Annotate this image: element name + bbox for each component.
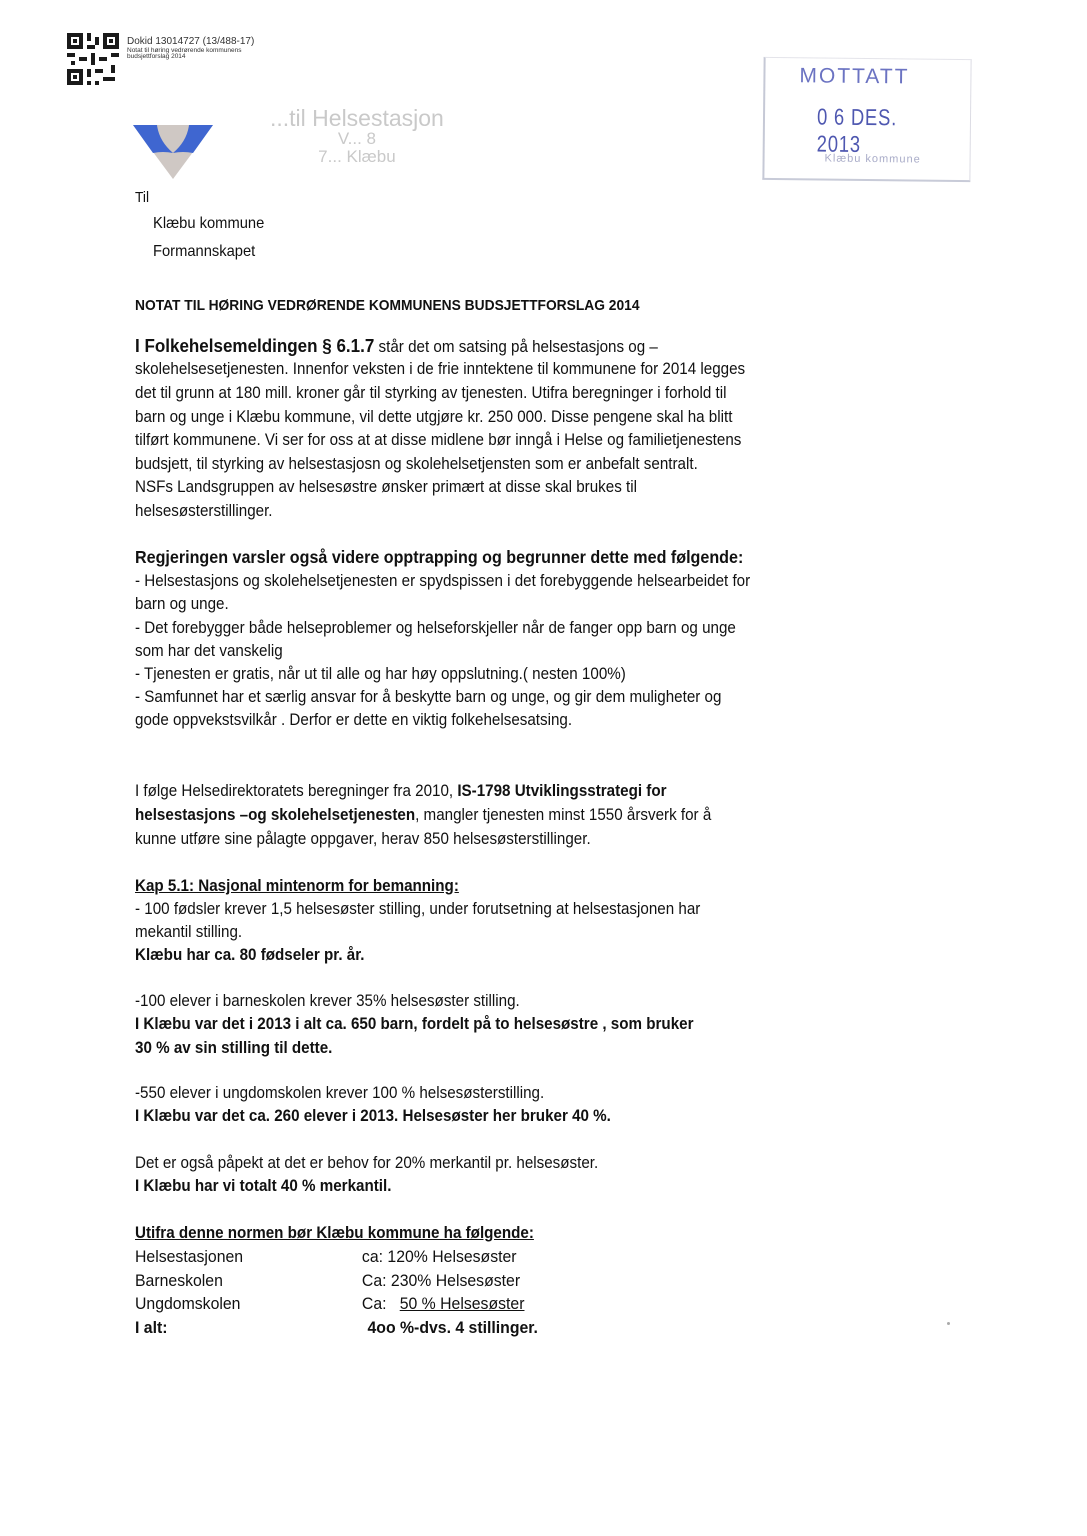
para6-line2: I Klæbu var det ca. 260 elever i 2013. Helsesøster her bruker 40 %. xyxy=(135,1107,611,1125)
scan-speck xyxy=(947,1322,950,1325)
recipient-to-label: Til xyxy=(135,189,150,206)
para7-line2: I Klæbu har vi totalt 40 % merkantil. xyxy=(135,1177,392,1195)
summary-total-value: 4oo %-dvs. 4 stillinger. xyxy=(367,1317,538,1337)
para2-line5: - Tjenesten er gratis, når ut til alle og har høy oppslutning.( nesten 100%) xyxy=(135,665,626,683)
para2-line4: som har det vanskelig xyxy=(135,642,283,660)
para4-line2: mekantil stilling. xyxy=(135,923,243,941)
recipient-line2: Formannskapet xyxy=(153,243,256,260)
para3-l1-bold: IS-1798 Utviklingsstrategi for xyxy=(457,782,667,800)
para4-line3: Klæbu har ca. 80 fødseler pr. år. xyxy=(135,946,365,964)
stamp-label: MOTTATT xyxy=(799,64,910,89)
para1-line4: barn og unge i Klæbu kommune, vil dette utgjøre kr. 250 000. Disse pengene skal ha blitt xyxy=(135,408,733,426)
summary-row-value: 50 % Helsesøster xyxy=(399,1294,525,1313)
para6-line1: -550 elever i ungdomskolen krever 100 % helsesøsterstilling. xyxy=(135,1084,545,1102)
sender-faded-line1: ...til Helsestasjon xyxy=(270,105,444,131)
para4-heading: Kap 5.1: Nasjonal mintenorm for bemanning: xyxy=(135,877,459,895)
doc-id: Dokid 13014727 (13/488-17) xyxy=(127,36,255,47)
para3-line1 xyxy=(135,780,667,804)
para2-heading: Regjeringen varsler også videre opptrapping og begrunner dette med følgende: xyxy=(135,547,744,567)
municipality-logo-icon xyxy=(133,123,213,179)
recipient-line1: Klæbu kommune xyxy=(153,215,265,232)
para3-line2 xyxy=(135,804,711,828)
summary-total-label: I alt: xyxy=(135,1317,168,1337)
para5-line2: I Klæbu var det i 2013 i alt ca. 650 barn, fordelt på to helsesøstre , som bruker xyxy=(135,1015,694,1033)
summary-row-value: ca: 120% Helsesøster xyxy=(361,1247,517,1266)
doc-subject-line1: Notat til høring vedrørende kommunens xyxy=(127,46,242,54)
summary-row-value-prefix: Ca: xyxy=(361,1294,400,1313)
summary-row-value: Ca: 230% Helsesøster xyxy=(361,1270,521,1290)
summary-row-value-wrap xyxy=(362,1292,525,1316)
para1-line7: NSFs Landsgruppen av helsesøstre ønsker primært at disse skal brukes til xyxy=(135,478,637,496)
summary-row-label: Ungdomskolen xyxy=(135,1294,241,1313)
para1-line5: tilført kommunene. Vi ser for oss at at disse midlene bør inngå i Helse og familietjenestens xyxy=(135,431,742,449)
para3-l2-bold: helsestasjons –og skolehelsetjenesten xyxy=(135,806,416,824)
sender-faded-line3: 7... Klæbu xyxy=(318,146,396,166)
received-stamp xyxy=(762,57,971,182)
para3-l1-pre: I følge Helsedirektoratets beregninger fra 2010, xyxy=(135,782,458,800)
qr-code-icon xyxy=(67,33,119,85)
sender-faded-line2: V... 8 xyxy=(337,129,376,149)
summary-row-label: Barneskolen xyxy=(135,1270,223,1290)
para1-line3: det til grunn at 180 mill. kroner går til styrking av tjenesten. Utifra beregninger i forhold til xyxy=(135,384,727,402)
para5-line3: 30 % av sin stilling til dette. xyxy=(135,1039,333,1057)
para1-line1 xyxy=(135,334,658,360)
document-id-label xyxy=(127,37,254,61)
stamp-org: Klæbu kommune xyxy=(824,152,921,166)
para1-line8: helsesøsterstillinger. xyxy=(135,502,273,520)
para2-line3: - Det forebygger både helseproblemer og helseforskjeller når de fanger opp barn og unge xyxy=(135,619,736,637)
para2-line2: barn og unge. xyxy=(135,595,229,613)
para1-line6: budsjett, til styrking av helsestasjosn og skolehelsetjensten som er anbefalt sentralt. xyxy=(135,455,698,473)
summary-row-label: Helsestasjonen xyxy=(135,1247,244,1266)
doc-subject-line2: budsjettforslag 2014 xyxy=(127,53,186,61)
para4-line1: - 100 fødsler krever 1,5 helsesøster stilling, under forutsetning at helsestasjonen har xyxy=(135,900,701,918)
para2-line7: gode oppvekstsvilkår . Derfor er dette en viktig folkehelsesatsing. xyxy=(135,711,573,729)
para1-l1: står det om satsing på helsestasjons og – xyxy=(374,338,658,356)
para7-line1: Det er også påpekt at det er behov for 20% merkantil pr. helsesøster. xyxy=(135,1154,599,1172)
para2-line6: - Samfunnet har et særlig ansvar for å beskytte barn og unge, og gir dem muligheter og xyxy=(135,688,722,706)
para3-line3: kunne utføre sine pålagte oppgaver, herav 850 helsesøsterstillinger. xyxy=(135,830,591,848)
summary-heading: Utifra denne normen bør Klæbu kommune ha følgende: xyxy=(135,1224,534,1242)
document-title: NOTAT TIL HØRING VEDRØRENDE KOMMUNENS BUDSJETTFORSLAG 2014 xyxy=(135,297,640,314)
faded-sender-address xyxy=(270,106,444,166)
stamp-date: 0 6 DES. 2013 xyxy=(816,103,898,157)
para3-l2-post: , mangler tjenesten minst 1550 årsverk for å xyxy=(415,806,712,824)
para2-line1: - Helsestasjons og skolehelsetjenesten er spydspissen i det forebyggende helsearbeidet for xyxy=(135,572,751,590)
para1-bold-lead: I Folkehelsemeldingen § 6.1.7 xyxy=(135,335,375,356)
para5-line1: -100 elever i barneskolen krever 35% helsesøster stilling. xyxy=(135,992,520,1010)
para1-line2: skolehelsesetjenesten. Innenfor veksten i de frie inntektene til kommunene for 2014 legges xyxy=(135,360,746,378)
